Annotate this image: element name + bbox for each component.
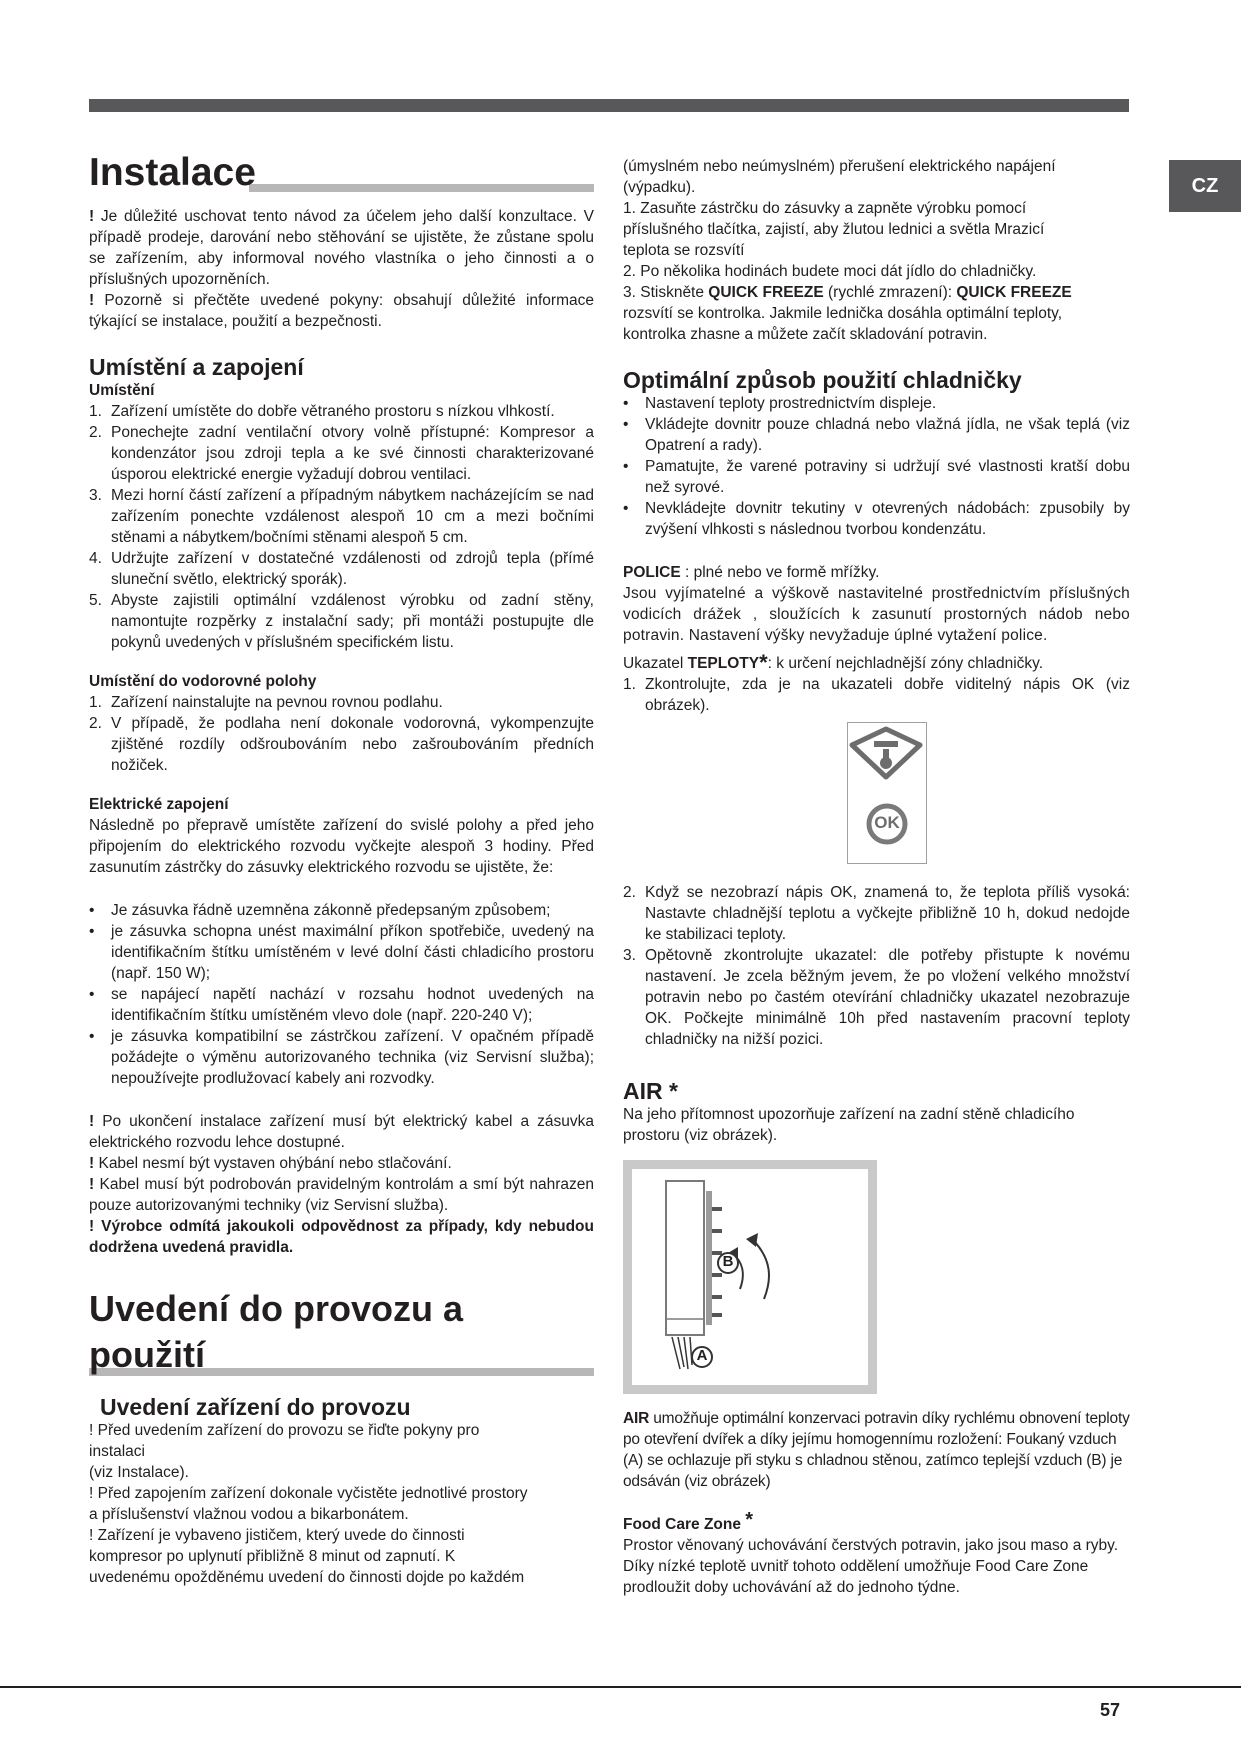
text-line: (výpadku). (623, 179, 696, 196)
list-item: 2. Když se nezobrazí nápis OK, znamená to, že teplota příliš vysoká: Nastavte chladnější teplotu a vyčkejte přibližně 10 h, dokud nedojde ke stabilizaci teploty. (623, 884, 1130, 943)
placement-title: Umístění a zapojení (89, 354, 304, 380)
para: ! Je důležité uschovat tento návod za účelem jeho další konzultace. V případě prodeje, darování nebo stěhování se ujistěte, že zůstane spolu se zařízením, aby informoval nového vlastníka o jeho činnosti a o příslušných upozorněních. (89, 208, 594, 288)
food-care-text: Prostor věnovaný uchovávání čerstvých potravin, jako jsou maso a ryby. Díky nízké teplotě uvnitř tohoto oddělení umožňuje Food Care Zone prodloužit doby uchovávání až do jednoho týdne. (623, 1537, 1119, 1596)
para: ! Po ukončení instalace zařízení musí být elektrický kabel a zásuvka elektrického rozvodu lehce dostupné. (89, 1113, 594, 1151)
bottom-rule (0, 1686, 1241, 1688)
para: ! Výrobce odmítá jakoukoli odpovědnost za případy, kdy nebudou dodržena uvedená pravidla. (89, 1218, 594, 1256)
text-line: a příslušenství vlažnou vodou a bikarbonátem. (89, 1506, 409, 1523)
text-line: rozsvítí se kontrolka. Jakmile lednička dosáhla optimální teploty, (623, 305, 1063, 322)
air-intro: Na jeho přítomnost upozorňuje zařízení na zadní stěně chladicího prostoru (viz obrázek). (623, 1106, 1075, 1144)
air-figure (623, 1160, 877, 1394)
text-line: (úmyslném nebo neúmyslném) přerušení elektrického napájení (623, 158, 1056, 175)
bullet-item: • Vkládejte dovnitr pouze chladná nebo vlažná jídla, ne však teplá (viz Opatrení a rady). (623, 416, 1130, 454)
install-title: Instalace (89, 151, 256, 194)
elec-subtitle: Elektrické zapojení (89, 796, 229, 813)
temp-indicator-line: Ukazatel TEPLOTY*: k určení nejchladnější zóny chladničky. (623, 650, 1044, 675)
list-item: 1. Zařízení umístěte do dobře větraného prostoru s nízkou vlhkostí. (89, 403, 555, 420)
list-item: 4. Udržujte zařízení v dostatečné vzdálenosti od zdrojů tepla (přímé sluneční světlo, elektrický sporák). (89, 550, 594, 588)
air-label-b: B (722, 1253, 734, 1270)
bullet-item: • Nevkládejte dovnitr tekutiny v otevrených nádobách: zpusobily by zvýšení vlhkosti s následnou tvorbou kondenzátu. (623, 500, 1130, 538)
bullet-item: • Nastavení teploty prostrednictvím displeje. (623, 395, 937, 412)
police-text: Jsou vyjímatelné a výškově nastavitelné prostřednictvím příslušných vodicích drážek , sloužících k zasunutí prostorných nádob nebo potravin. Nastavení výšky nevyžaduje úplné vytažení police. (623, 585, 1130, 644)
bullet-item: • Je zásuvka řádně uzemněna zákonně předepsaným způsobem; (89, 902, 551, 919)
para: ! Kabel nesmí být vystaven ohýbání nebo stlačování. (89, 1155, 452, 1172)
temp-list (623, 674, 1130, 716)
text-line: uvedenému opožděnému uvedení do činnosti dojde po každém (89, 1569, 525, 1586)
air-title: AIR * (623, 1078, 678, 1104)
thermometer-icon (848, 723, 926, 863)
page-number: 57 (1100, 1700, 1121, 1720)
left-column (89, 150, 594, 1588)
temp-list-2 (623, 882, 1130, 1050)
list-item: 2. V případě, že podlaha není dokonale vodorovná, vykompenzujte zjištěné rozdíly odšroubováním nebo zašroubováním předních nožiček. (89, 715, 594, 774)
text-line: ! Před zapojením zařízení dokonale vyčistěte jednotlivé prostory (89, 1485, 528, 1502)
install-intro (89, 206, 594, 332)
language-tab: CZ (1169, 160, 1241, 212)
list-item: 1. Zkontrolujte, zda je na ukazateli dobře viditelný nápis OK (viz obrázek). (623, 676, 1130, 714)
ok-label: OK (874, 813, 900, 832)
police-line: POLICE : plné nebo ve formě mřížky. (623, 564, 880, 581)
elec-list (89, 900, 594, 1089)
text-line: 2. Po několika hodinách budete moci dát jídlo do chladničky. (623, 263, 1037, 280)
air-label-a: A (696, 1347, 708, 1364)
text-line: ! Před uvedením zařízení do provozu se řiďte pokyny pro (89, 1422, 480, 1439)
para: ! Pozorně si přečtěte uvedené pokyny: obsahují důležité informace týkající se instalace, použití a bezpečnosti. (89, 292, 594, 330)
placement-subtitle: Umístění (89, 382, 155, 399)
list-item: 3. Mezi horní částí zařízení a případným nábytkem nacházejícím se nad zařízením ponechte vzdálenost alespoň 10 cm a mezi bočními stěnami a nábytkem/bočními stěnami alespoň 5 cm. (89, 487, 594, 546)
list-item: 5. Abyste zajistili optimální vzdálenost výrobku od zadní stěny, namontujte rozpěrky z instalační sady; při montáži postupujte dle pokynů uvedených v příslušném specifickém listu. (89, 592, 594, 651)
text-line: 1. Zasuňte zástrčku do zásuvky a zapněte výrobku pomocí (623, 200, 1027, 217)
bullet-item: • je zásuvka kompatibilní se zástrčkou zařízení. V opačném případě požádejte o výměnu autorizovaného technika (viz Servisní služba); nepoužívejte prodlužovací kabely ani rozvodky. (89, 1028, 594, 1087)
list-item: 1. Zařízení nainstalujte na pevnou rovnou podlahu. (89, 694, 443, 711)
text-line: kompresor po uplynutí přibližně 8 minut od zapnutí. K (89, 1548, 456, 1565)
text-line: ! Zařízení je vybaveno jističem, který uvede do činnosti (89, 1527, 465, 1544)
title-rule (249, 184, 594, 192)
text-line: instalaci (89, 1443, 145, 1460)
elec-text: Následně po přepravě umístěte zařízení do svislé polohy a před jeho připojením do elektrického rozvodu vyčkejte alespoň 3 hodiny. Před zasunutím zástrčky do zásuvky elektrického rozvodu se ujistěte, že: (89, 817, 594, 876)
text-line: kontrolka zhasne a můžete začít skladování potravin. (623, 326, 988, 343)
step3-lines (623, 303, 1130, 345)
text-line: teplota se rozsvítí (623, 242, 745, 259)
placement-list (89, 401, 594, 653)
top-bar (89, 99, 1129, 112)
startup-title-1: Uvedení do provozu a (89, 1288, 464, 1329)
air-flow-diagram (632, 1169, 868, 1385)
bullet-item: • je zásuvka schopna unést maximální příkon spotřebiče, uvedený na identifikačním štítku umístěném v levé dolní části chladicího prostoru (např. 150 W); (89, 923, 594, 982)
startup-lines (89, 1420, 594, 1588)
bullet-item: • Pamatujte, že varené potraviny si udržují své vlastnosti kratší dobu než syrové. (623, 458, 1130, 496)
step3: 3. Stiskněte QUICK FREEZE (rychlé zmrazení): QUICK FREEZE (623, 284, 1072, 301)
startup-title-2: použití (89, 1334, 205, 1375)
air-description: AIR umožňuje optimální konzervaci potravin díky rychlému obnovení teploty po otevření dvířek a díky jejímu homogennímu rozložení: Foukaný vzduch (A) se ochlazuje při styku s chladnou stěnou, zatímco teplejší vzduch (B) je odsáván (viz obrázek) (623, 1410, 1130, 1490)
food-care-title: Food Care Zone * (623, 1509, 754, 1533)
warnings (89, 1111, 594, 1258)
list-item: 3. Opětovně zkontrolujte ukazatel: dle potřeby přistupte k novému nastavení. Je zcela běžným jevem, že po vložení velkého množství potravin nebo po častém otevírání chladničky ukazatel nezobrazuje OK. Počkejte minimálně 10h před nastavením pracovní teploty chladničky na nižší pozici. (623, 947, 1130, 1048)
temperature-indicator-figure (847, 722, 927, 864)
text-line: příslušného tlačítka, zajistí, aby žlutou lednici a světla Mrazicí (623, 221, 1045, 238)
level-list (89, 692, 594, 776)
startup-subtitle: Uvedení zařízení do provozu (100, 1394, 411, 1420)
bullet-item: • se napájecí napětí nachází v rozsahu hodnot uvedených na identifikačním štítku umístěném vlevo dole (např. 220-240 V); (89, 986, 594, 1024)
text-line: (viz Instalace). (89, 1464, 189, 1481)
startup-continued (623, 156, 1130, 282)
right-column (623, 156, 1130, 1598)
optimal-list (623, 393, 1130, 540)
optimal-title: Optimální způsob použití chladničky (623, 367, 1022, 393)
list-item: 2. Ponechejte zadní ventilační otvory volně přístupné: Kompresor a kondenzátor jsou zdroji tepla a ke své činnosti charakterizované úsporou elektrické energie vyžadují dobrou ventilaci. (89, 424, 594, 483)
level-subtitle: Umístění do vodorovné polohy (89, 673, 317, 690)
para: ! Kabel musí být podrobován pravidelným kontrolám a smí být nahrazen pouze autorizovanými techniky (viz Servisní služba). (89, 1176, 594, 1214)
